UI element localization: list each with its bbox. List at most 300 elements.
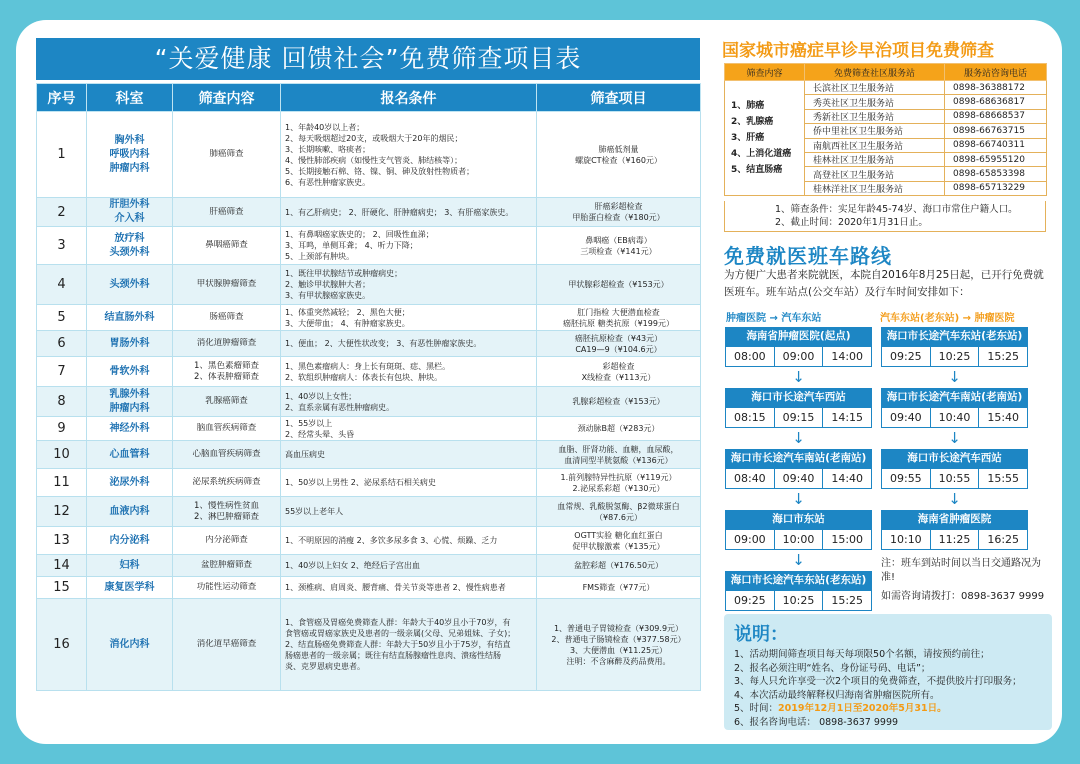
header-condition: 报名条件 [281,84,537,112]
station-phone: 0898-68668537 [945,109,1047,123]
station-phone: 0898-66740311 [945,138,1047,152]
bus-stop-name: 海口市长途汽车东站(老东站) [881,327,1028,346]
screening-content [173,387,281,417]
screening-item-line: 盆腔彩超（¥176.50元） [573,561,664,570]
bus-time: 09:15 [775,408,824,427]
department [87,417,173,441]
bus-stop-times [725,529,872,550]
bus-stop-name: 海南省肿瘤医院(起点) [725,327,872,346]
department-line: 呼吸内科 [109,148,150,160]
bus-time: 09:25 [882,347,931,366]
screening-item-line: 3、大便潜血（¥11.25元） [569,645,668,655]
bus-stop-name: 海南省肿瘤医院 [881,510,1028,529]
arrow-down-icon: ↓ [792,490,805,508]
screening-content-line: 乳腺癌筛查 [205,396,248,406]
screening-content-line: 功能性运动筛查 [196,582,257,592]
screening-item-line: 肺癌低剂量 [598,144,639,154]
bus-stop-times [725,590,872,611]
screening-item [537,387,701,417]
bus-time: 09:40 [775,469,824,488]
table-row [37,198,701,227]
screening-item [537,265,701,305]
department [87,469,173,497]
department [87,331,173,357]
screening-content [173,112,281,198]
screening-content [173,331,281,357]
bus-time: 10:25 [775,591,824,610]
cancer-type: 2、乳腺癌 [731,117,774,128]
bus-time: 10:40 [931,408,980,427]
bus-time: 08:00 [726,347,775,366]
row-number: 16 [37,599,87,691]
screening-item [537,555,701,577]
arrow-down-icon: ↓ [792,551,805,569]
screening-content-line: 2、淋巴肿瘤筛查 [194,511,259,522]
table-row [37,417,701,441]
row-number: 15 [37,577,87,599]
route-a-schedule [725,327,872,611]
screening-item [537,417,701,441]
cancer-notes [724,201,1046,232]
department [87,265,173,305]
screening-content [173,227,281,265]
bus-title: 免费就医班车路线 [724,244,892,268]
department [87,305,173,331]
row-number: 13 [37,527,87,555]
registration-condition-line: 3、耳鸣，单侧耳聋； 4、听力下降； [285,241,418,250]
cancer-station-table [724,63,1047,196]
row-number: 9 [37,417,87,441]
registration-condition-line: 4、慢性肺部疾病（如慢性支气管炎、肺结核等）； [285,155,463,165]
screening-item-line: 2、普通电子肠镜检查（¥377.58元） [551,634,686,644]
screening-content-line: 肺癌筛查 [209,149,244,159]
bus-time: 16:25 [987,533,1020,546]
header-content: 筛查内容 [173,84,281,112]
department-line: 泌尿外科 [109,476,150,488]
department-line: 妇科 [119,559,140,571]
explanation-time [734,702,1042,716]
table-header-row [37,84,701,112]
registration-condition-line: 3、大便带血； 4、有肿瘤家族史。 [285,318,410,328]
registration-condition-line: 高血压病史 [285,450,325,459]
explanation-box [724,614,1052,730]
registration-condition-line: 食管癌或胃癌家族史及患者的一级亲属(父母、兄弟姐妹、子女)； [285,629,516,638]
bus-time: 15:55 [987,472,1020,485]
station-phone: 0898-36388172 [945,81,1047,95]
screening-item-line: 螺旋CT检查（¥160元） [575,155,662,165]
screening-content-line: 内分泌筛查 [205,535,248,545]
arrow-down-icon: ↓ [792,368,805,386]
arrow-down-icon: ↓ [792,429,805,447]
screening-content-line: 鼻咽癌筛查 [205,240,248,250]
registration-condition [281,555,537,577]
bus-time: 09:00 [775,347,824,366]
screening-content-line: 泌尿系统疾病筛查 [192,477,261,487]
table-row [37,265,701,305]
screening-item-line: 乳腺彩超检查（¥153元） [572,397,665,406]
department-line: 康复医学科 [104,581,155,593]
arrow-down-icon: ↓ [948,429,961,447]
registration-condition-line: 1、不明原因的消瘦 2、多饮多尿多食 3、心慌、烦躁、乏力 [285,536,498,545]
screening-content [173,265,281,305]
bus-stop-name: 海口市长途汽车西站 [725,388,872,407]
screening-item-line: 1、普通电子胃镜检查（¥309.9元） [553,623,684,633]
registration-condition-line: 1、50岁以上男性 2、泌尿系结石相关病史 [285,478,436,487]
arrow-down-icon: ↓ [948,490,961,508]
screening-item-line: 肝癌彩超检查 [594,202,643,211]
registration-condition [281,577,537,599]
bus-time: 08:40 [726,469,775,488]
registration-condition-line: 1、食管癌及胃癌免费筛查人群：年龄大于40岁且小于70岁，有 [285,618,511,627]
registration-condition-line: 1、便血； 2、大便性状改变； 3、有恶性肿瘤家族史。 [285,339,482,348]
registration-condition [281,265,537,305]
screening-content-line: 心脑血管疾病筛查 [192,449,261,459]
department [87,599,173,691]
station-name: 秀英社区卫生服务站 [805,95,945,109]
department-line: 心血管科 [109,448,150,460]
registration-condition-line: 1、既往甲状腺结节或肿瘤病史； [285,269,403,278]
department-line: 肝胆外科 [109,199,150,210]
bus-time: 14:40 [831,472,864,485]
screening-content-line: 2、体表肿瘤筛查 [194,371,259,382]
row-number: 10 [37,441,87,469]
table-row [37,331,701,357]
department-line: 乳腺外科 [109,388,150,400]
bus-stop-times [881,529,1028,550]
screening-item [537,227,701,265]
registration-condition-line: 1、年龄40岁以上者； [285,122,365,132]
table-row [37,577,701,599]
bus-stop-times [725,407,872,428]
bus-stop-times [881,468,1028,489]
table-row [37,497,701,527]
cancer-note-1: 1、筛查条件：实足年龄45-74岁、海口市常住户籍人口。 [775,204,1018,215]
screening-item-line: 注明：不含麻醉及药品费用。 [566,656,671,666]
department-line: 胃肠外科 [109,337,150,349]
registration-condition [281,497,537,527]
department [87,441,173,469]
arrow-down-icon: ↓ [948,368,961,386]
registration-condition-line: 炎、克罗恩病史患者。 [285,662,365,671]
screening-item [537,441,701,469]
route-b-schedule [881,327,1028,550]
registration-condition-line: 2、软组织肿瘤病人：体表长有包块、肿块。 [285,372,443,382]
row-number: 1 [37,112,87,198]
screening-item-line: 2.泌尿系彩超（¥130元） [572,483,665,493]
bus-stop-name: 海口市东站 [725,510,872,529]
screening-item-line: 血脂、肝肾功能、血糖，血尿酸， [558,444,679,454]
bus-time: 15:40 [987,411,1020,424]
bus-stop-times [881,407,1028,428]
registration-condition-line: 1、40岁以上女性； [285,391,357,401]
bus-time: 10:00 [775,530,824,549]
screening-content [173,497,281,527]
bus-time: 08:15 [726,408,775,427]
route-a-heading [726,309,821,324]
table-row [37,227,701,265]
station-phone: 0898-66763715 [945,124,1047,138]
cancer-note-2: 2、截止时间：2020年1月31日止。 [775,217,928,228]
registration-condition [281,198,537,227]
registration-condition [281,387,537,417]
screening-content [173,417,281,441]
screening-item [537,599,701,691]
bus-note: 注：班车到站时间以当日交通路况为准! [881,558,1041,583]
bus-stop-times [881,346,1028,367]
table-row [37,387,701,417]
registration-condition [281,599,537,691]
department [87,387,173,417]
explanation-title: 说明： [734,624,788,645]
department-line: 头颈外科 [109,278,150,290]
department-line: 胸外科 [114,134,145,146]
table-row [37,527,701,555]
station-phone: 0898-68636817 [945,95,1047,109]
screening-item-line: 甲状腺彩超检查（¥153元） [568,280,669,289]
registration-condition-line: 5、长期接触石棉、铬、镍、铜、砷及放射性物质者； [285,166,475,176]
department-line: 介入科 [114,213,145,224]
department [87,112,173,198]
department [87,527,173,555]
screening-item-line: 癌胚抗原 糖类抗原（¥199元） [563,318,674,328]
screening-content [173,357,281,387]
screening-content-line: 甲状腺肿瘤筛查 [196,279,257,289]
screening-item [537,497,701,527]
screening-item [537,527,701,555]
department-line: 骨软外科 [109,365,150,377]
registration-condition-line: 2、每天吸烟超过20支，或吸烟大于20年的烟民； [285,133,463,143]
registration-condition-line: 3、有甲状腺癌家族史。 [285,291,371,300]
table-row [37,555,701,577]
station-phone: 0898-65955120 [945,152,1047,166]
registration-condition-line: 5、上颈部有肿块。 [285,252,355,261]
row-number: 5 [37,305,87,331]
cancer-type: 1、肺癌 [731,101,765,112]
department-line: 肿瘤内科 [109,162,150,174]
registration-condition [281,527,537,555]
bus-time: 09:00 [726,530,775,549]
department [87,357,173,387]
screening-content-line: 1、慢性病性贫血 [194,500,259,511]
screening-item-line: X线检查（¥113元） [581,372,656,382]
registration-condition [281,112,537,198]
registration-condition-line: 2、经常头晕、头昏 [285,429,355,439]
row-number: 2 [37,198,87,227]
registration-condition-line: 6、有恶性肿瘤家族史。 [285,177,371,187]
bus-intro: 为方便广大患者来院就医，本院自2016年8月25日起，已开行免费就医班车。班车站点(公交车站）及行车时间安排如下： [724,269,1044,298]
screening-content [173,198,281,227]
registration-condition-line: 1、有鼻咽癌家族史的； 2、回吸性血涕； [285,230,434,239]
cancer-program-title: 国家城市癌症早诊早治项目免费筛查 [722,41,994,61]
bus-stop-name: 海口市长途汽车东站(老东站) [725,571,872,590]
arrow-right-icon: → [769,313,782,324]
screening-item-line: 促甲状腺激素（¥135元） [572,541,665,551]
row-number: 7 [37,357,87,387]
screening-item-line: 颈动脉B超（¥283元） [577,424,660,433]
route-b-from: 汽车东站(老东站) [880,313,960,324]
department [87,497,173,527]
screening-content [173,305,281,331]
table-row [37,599,701,691]
screening-item-line: 血清同型半胱氨酸（¥136元） [564,455,673,465]
department-line: 肿瘤内科 [109,402,150,414]
header-item: 筛查项目 [537,84,701,112]
bus-stop-name: 海口市长途汽车南站(老南站) [881,388,1028,407]
row-number: 14 [37,555,87,577]
bus-time: 15:25 [987,350,1020,363]
registration-condition-line: 1、体重突然减轻； 2、黑色大便； [285,307,410,317]
header-dept: 科室 [87,84,173,112]
row-number: 4 [37,265,87,305]
registration-condition [281,227,537,265]
bus-stop-name: 海口市长途汽车南站(老南站) [725,449,872,468]
table-row [37,441,701,469]
registration-condition-line: 1、颈椎病、肩周炎、腰背痛、骨关节炎等患者 2、慢性病患者 [285,583,506,592]
department [87,227,173,265]
bus-time: 10:25 [931,347,980,366]
screening-item-line: 血常规、乳酸脱氢酶、β2微球蛋白 [557,501,680,511]
screening-content-line: 肠癌筛查 [209,312,244,322]
registration-condition [281,417,537,441]
explanation-line: 4、本次活动最终解释权归海南省肿瘤医院所有。 [734,689,940,701]
explanation-time-label: 5、时间： [734,703,779,714]
screening-table [36,83,701,691]
table-row [37,357,701,387]
bus-time: 14:15 [831,411,864,424]
cancer-type: 5、结直肠癌 [731,165,783,176]
route-a-to: 汽车东站 [781,313,822,324]
registration-condition-line: 1、黑色素瘤病人：身上长有斑斑、痣、黑栏。 [285,361,451,371]
station-name: 秀新社区卫生服务站 [805,109,945,123]
screening-item [537,469,701,497]
registration-condition-line: 2、触诊甲状腺肿大者； [285,280,371,289]
cancer-header-phone: 服务站咨询电话 [945,64,1047,81]
registration-condition [281,469,537,497]
screening-content [173,527,281,555]
screening-content [173,441,281,469]
department-line: 头颈外科 [109,246,150,258]
bus-time: 11:25 [931,530,980,549]
screening-item-line: CA19—9（¥104.6元） [575,344,662,354]
department-line: 消化内科 [109,638,150,650]
screening-content-line: 脑血管疾病筛查 [196,423,257,433]
cancer-header-content: 筛查内容 [725,64,805,81]
route-b-heading [880,309,1015,324]
row-number: 8 [37,387,87,417]
screening-item-line: 三项检查（¥141元） [580,246,657,256]
registration-condition-line: 肠癌患者的一级亲属；既往有结直肠腺瘤性息肉、溃疡性结肠 [285,651,501,660]
bus-stop-name: 海口市长途汽车西站 [881,449,1028,468]
screening-content-line: 消化道肿瘤筛查 [196,338,257,348]
explanation-time-value: 2019年12月1日至2020年5月31日。 [778,703,947,714]
station-name: 南航西社区卫生服务站 [805,138,945,152]
department-line: 血液内科 [109,505,150,517]
screening-item-line: FMS筛查（¥77元） [582,583,655,592]
registration-condition-line: 2、结直肠癌免费筛查人群：年龄大于50岁且小于75岁，有结直 [285,640,511,649]
route-b-to: 肿瘤医院 [974,313,1015,324]
department [87,577,173,599]
cancer-type: 4、上消化道癌 [731,149,792,160]
table-row [37,112,701,198]
row-number: 6 [37,331,87,357]
station-name: 侨中里社区卫生服务站 [805,124,945,138]
station-name: 长滨社区卫生服务站 [805,81,945,95]
screening-item-line: （¥87.6元） [595,512,642,522]
explanation-phone: 6、报名咨询电话： 0898-3637 9999 [734,716,899,728]
bus-time: 09:40 [882,408,931,427]
registration-condition-line: 1、55岁以上 [285,418,333,428]
route-a-from: 肿瘤医院 [726,313,766,324]
bus-time: 09:25 [726,591,775,610]
cancer-header-station: 免费筛查社区服务站 [805,64,945,81]
registration-condition [281,441,537,469]
screening-content-line: 肝癌筛查 [209,206,244,217]
station-phone: 0898-65853398 [945,167,1047,181]
department-line: 神经外科 [109,422,150,434]
screening-item-line: 甲胎蛋白检查（¥180元） [572,213,665,222]
screening-item [537,331,701,357]
screening-item [537,305,701,331]
arrow-right-icon: → [962,313,975,324]
table-row [37,469,701,497]
screening-content-line: 盆腔肿瘤筛查 [200,560,252,570]
row-number: 3 [37,227,87,265]
screening-item-line: 彩超检查 [602,361,635,371]
bus-time: 10:10 [882,530,931,549]
row-number: 12 [37,497,87,527]
bus-stop-times [725,346,872,367]
bus-time: 09:55 [882,469,931,488]
screening-item [537,357,701,387]
station-name: 桂林社区卫生服务站 [805,152,945,166]
station-row [725,81,1047,95]
bus-stop-times [725,468,872,489]
cancer-type: 3、肝癌 [731,133,765,144]
registration-condition-line: 3、长期咳嗽、咯痰者； [285,144,371,154]
department-line: 放疗科 [114,232,145,244]
cancer-header-row [725,64,1047,81]
screening-item-line: 1.前列腺特异性抗原（¥119元） [560,472,677,482]
registration-condition-line: 1、有乙肝病史； 2、肝硬化、肝肿瘤病史； 3、有肝癌家族史。 [285,207,514,217]
cancer-types [725,81,805,196]
screening-content [173,555,281,577]
screening-item-line: 癌胚抗原检查（¥43元） [574,333,663,343]
explanation-line: 2、报名必须注明“姓名、身份证号码、电话”； [734,662,931,674]
bus-time: 14:00 [831,350,864,363]
screening-content-line: 1、黑色素瘤筛查 [194,360,259,371]
screening-item-line: OGTT实验 糖化血红蛋白 [574,530,663,540]
row-number: 11 [37,469,87,497]
screening-table-title: “关爱健康 回馈社会”免费筛查项目表 [36,38,700,80]
registration-condition [281,305,537,331]
screening-item [537,198,701,227]
screening-item-line: 肛门指检 大便潜血检查 [577,307,660,317]
screening-content [173,469,281,497]
screening-content [173,599,281,691]
department-line: 结直肠外科 [104,311,155,323]
bus-contact: 如需咨询请拨打：0898-3637 9999 [881,591,1045,602]
registration-condition [281,357,537,387]
screening-content-line: 消化道早癌筛查 [196,639,257,649]
department-line: 内分泌科 [109,534,150,546]
registration-condition-line: 55岁以上老年人 [285,507,344,516]
registration-condition-line: 2、直系亲属有恶性肿瘤病史。 [285,402,395,412]
department [87,198,173,227]
explanation-line: 1、活动期间筛查项目每天每项限50个名额，请按预约前往； [734,649,990,660]
screening-item [537,577,701,599]
station-phone: 0898-65713229 [945,181,1047,195]
station-name: 高登社区卫生服务站 [805,167,945,181]
